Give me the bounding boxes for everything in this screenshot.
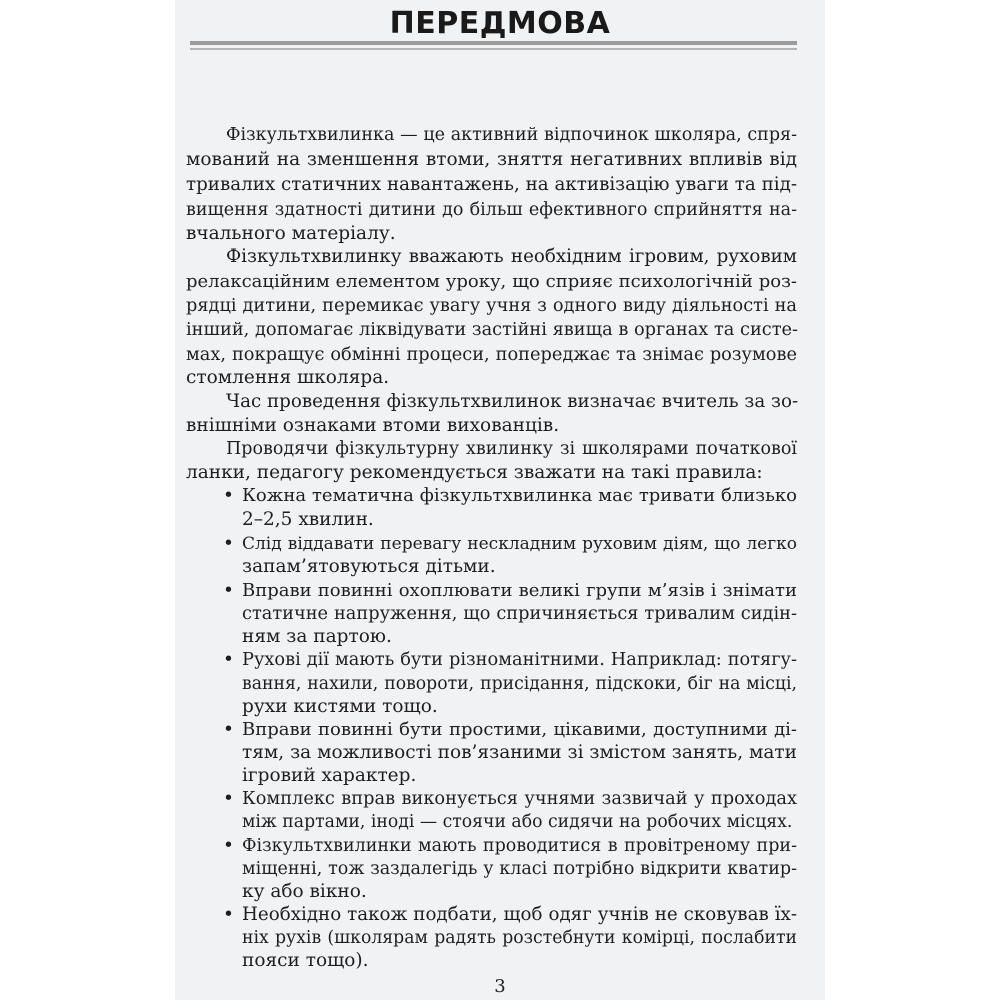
paragraph-3-line-2: внішніми ознаками втоми вихованців. (186, 415, 560, 436)
bullet-3-line-3: ням за партою. (242, 626, 392, 647)
bullet-7-line-2: міщенні, тож заздалегідь у класі потрібно відкрити кватир- (242, 859, 797, 879)
bullet-6-line-1: Комплекс вправ виконується учнями зазвичай у проходах (242, 789, 797, 809)
bullet-8-line-2: ніх рухів (школярам радять розстебнути комірці, послабити (242, 928, 797, 948)
title-divider (190, 41, 797, 50)
bullet-8-line-3: пояси тощо). (242, 950, 369, 971)
bullet-5-line-1: Вправи повинні бути простими, цікавими, доступними ді- (242, 719, 797, 740)
bullet-5-line-3: ігровий характер. (242, 765, 417, 786)
paragraph-2-line-2: релаксаційним елементом уроку, що сприяє психологічній роз- (186, 271, 797, 292)
bullet-1-marker: • (223, 485, 234, 506)
paragraph-1-line-5: вчального матеріалу. (186, 223, 396, 244)
paragraph-1-line-1: Фізкультхвилинка — це активний відпочинок школяра, спря- (226, 125, 797, 145)
bullet-7-line-1: Фізкультхвилинки мають проводитися в провітреному при- (242, 836, 797, 856)
bullet-3-line-1: Вправи повинні охоплювати великі групи м’язів і знімати (242, 580, 797, 601)
bullet-7-marker: • (223, 835, 234, 856)
bullet-5-line-2: тям, за можливості пов’язаними зі змістом занять, мати (242, 742, 797, 763)
paragraph-2-line-5: мах, покращує обмінні процеси, попереджає та знімає розумове (186, 345, 797, 365)
bullet-2-line-2: запам’ятовуються дітьми. (242, 556, 496, 577)
bullet-8-line-1: Необхідно також подбати, щоб одяг учнів не сковував їх- (242, 904, 797, 925)
page-title: ПЕРЕДМОВА (389, 6, 611, 41)
paragraph-2-line-1: Фізкультхвилинку вважають необхідним ігровим, руховим (226, 246, 797, 267)
paragraph-2-line-3: рядці дитини, перемикає увагу учня з одного виду діяльності на (186, 296, 797, 316)
bullet-4-line-1: Рухові дії мають бути різноманітними. Наприклад: потягу- (242, 650, 797, 670)
bullet-3-line-2: статичне напруження, що спричиняється тривалим сидін- (242, 604, 797, 624)
bullet-7-line-3: ку або вікно. (242, 881, 367, 902)
bullet-2-marker: • (223, 533, 234, 554)
paragraph-2-line-4: інший, допомагає ліквідувати застійні явища в органах та систе- (186, 320, 799, 340)
bullet-4-line-3: рухи кистями тощо. (242, 696, 438, 717)
bullet-4-marker: • (223, 649, 234, 670)
paragraph-3-line-1: Час проведення фізкультхвилинок визначає вчитель за зо- (226, 391, 799, 412)
bullet-1-line-1: Кожна тематична фізкультхвилинка має тривати близько (242, 485, 797, 506)
bullet-3-marker: • (223, 580, 234, 601)
bullet-1-line-2: 2–2,5 хвилин. (242, 509, 374, 530)
bullet-8-marker: • (223, 904, 234, 925)
page-number: 3 (494, 976, 506, 997)
bullet-6-line-2: між партами, іноді — стоячи або сидячи на робочих місцях. (242, 812, 793, 832)
paragraph-1-line-3: тривалих статичних навантажень, на активізацію уваги та під- (186, 174, 797, 195)
paragraph-1-line-2: мований на зменшення втоми, зняття негативних впливів від (186, 149, 797, 170)
paragraph-1-line-4: вищення здатності дитини до більш ефективного сприйняття на- (186, 200, 797, 220)
bullet-4-line-2: вання, нахили, повороти, присідання, підскоки, біг на місці, (242, 674, 797, 694)
bullet-5-marker: • (223, 719, 234, 740)
paragraph-4-line-1: Проводячи фізкультурну хвилинку зі школярами початкової (226, 439, 797, 459)
paragraph-4-line-2: ланки, педагогу рекомендується зважати на такі правила: (186, 462, 763, 483)
paragraph-2-line-6: стомлення школяра. (186, 367, 390, 388)
bullet-6-marker: • (223, 788, 234, 809)
bullet-2-line-1: Слід віддавати перевагу нескладним руховим діям, що легко (242, 534, 797, 554)
